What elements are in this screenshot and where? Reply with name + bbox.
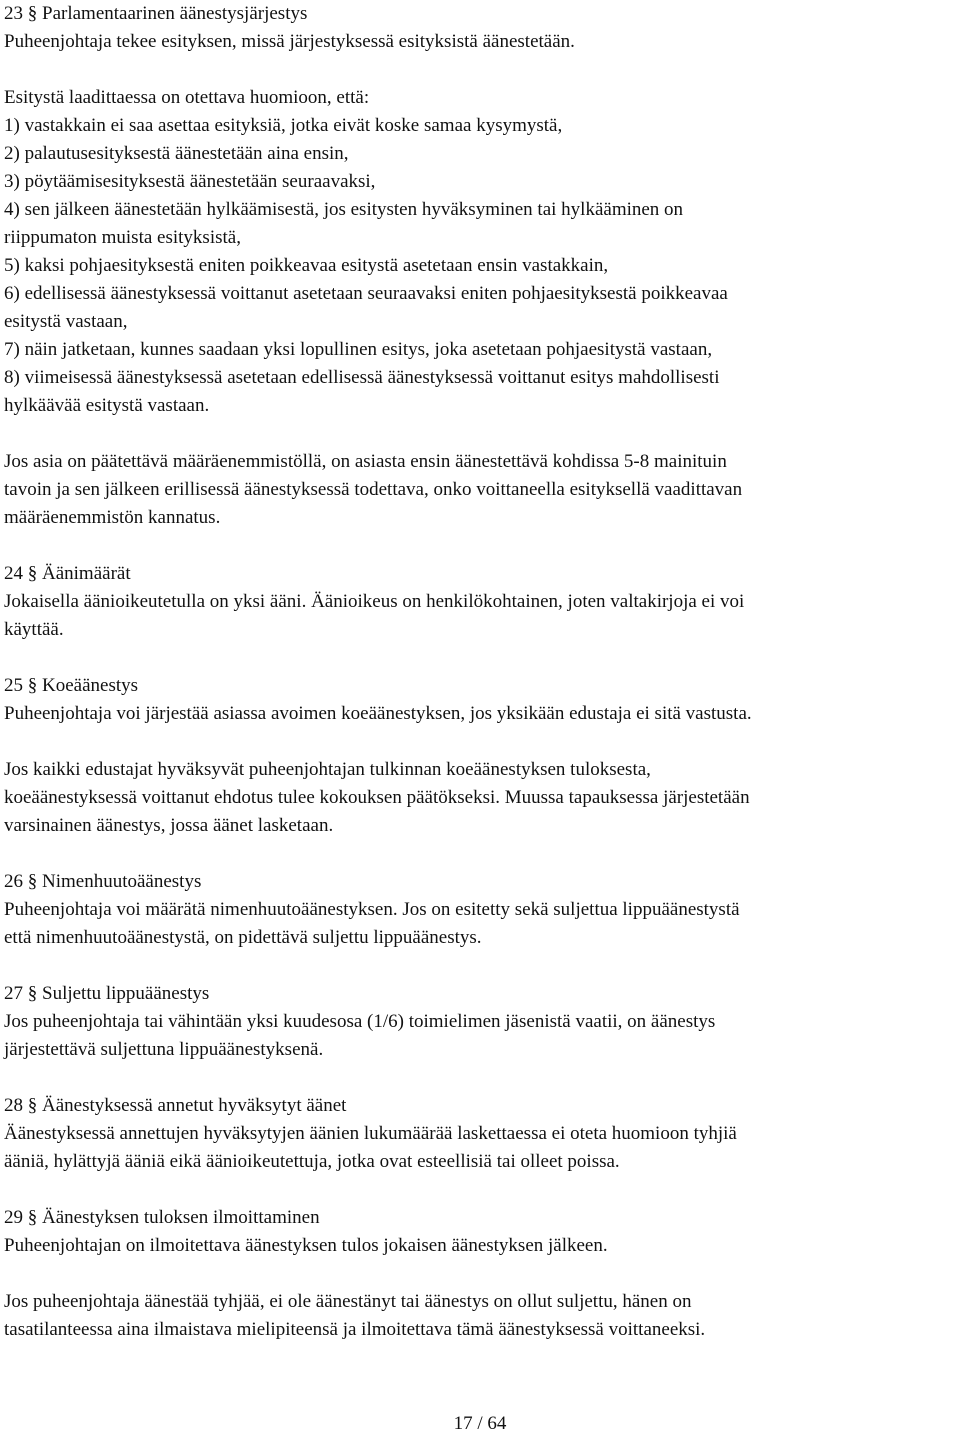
list-item: 3) pöytäämisesityksestä äänestetään seuraavaksi, [4,171,376,192]
list-item: 7) näin jatketaan, kunnes saadaan yksi lopullinen esitys, joka asetetaan pohjaesitystä vastaan, [4,339,713,360]
paragraph-line: Puheenjohtaja voi järjestää asiassa avoimen koeäänestyksen, jos yksikään edustaja ei sitä vastusta. [4,703,752,724]
page-number: 17 / 64 [453,1413,507,1434]
paragraph-line: Puheenjohtaja tekee esityksen, missä järjestyksessä esityksistä äänestetään. [4,31,575,52]
section-heading-28: 28 § Äänestyksessä annetut hyväksytyt äänet [4,1095,347,1116]
list-item: 8) viimeisessä äänestyksessä asetetaan edellisessä äänestyksessä voittanut esitys mahdollisesti [4,367,720,388]
section-heading-26: 26 § Nimenhuutoäänestys [4,871,202,892]
paragraph-line: koeäänestyksessä voittanut ehdotus tulee kokouksen päätökseksi. Muussa tapauksessa järjestetään [4,787,750,808]
paragraph-line: käyttää. [4,619,64,640]
paragraph-line: määräenemmistön kannatus. [4,507,221,528]
paragraph-line: Esitystä laadittaessa on otettava huomioon, että: [4,87,370,108]
paragraph-line: Äänestyksessä annettujen hyväksytyjen äänien lukumäärää laskettaessa ei oteta huomioon tyhjiä [4,1123,737,1144]
paragraph-line: järjestettävä suljettuna lippuäänestyksenä. [4,1039,324,1060]
paragraph-line: Jokaisella äänioikeutetulla on yksi ääni. Äänioikeus on henkilökohtainen, joten valtakirjoja ei voi [4,591,745,612]
paragraph-line: varsinainen äänestys, jossa äänet lasketaan. [4,815,334,836]
section-heading-27: 27 § Suljettu lippuäänestys [4,983,210,1004]
section-heading-25: 25 § Koeäänestys [4,675,139,696]
paragraph-line: Puheenjohtajan on ilmoitettava äänestyksen tulos jokaisen äänestyksen jälkeen. [4,1235,608,1256]
list-item-continued: esitystä vastaan, [4,311,128,332]
section-heading-24: 24 § Äänimäärät [4,563,131,584]
list-item: 6) edellisessä äänestyksessä voittanut asetetaan seuraavaksi eniten pohjaesityksestä poikkeavaa [4,283,728,304]
list-item-continued: riippumaton muista esityksistä, [4,227,241,248]
paragraph-line: Jos kaikki edustajat hyväksyvät puheenjohtajan tulkinnan koeäänestyksen tuloksesta, [4,759,651,780]
list-item: 5) kaksi pohjaesityksestä eniten poikkeavaa esitystä asetetaan ensin vastakkain, [4,255,609,276]
list-item: 2) palautusesityksestä äänestetään aina ensin, [4,143,349,164]
paragraph-line: että nimenhuutoäänestystä, on pidettävä suljettu lippuäänestys. [4,927,482,948]
section-heading-23: 23 § Parlamentaarinen äänestysjärjestys [4,3,308,24]
paragraph-line: Jos asia on päätettävä määräenemmistöllä, on asiasta ensin äänestettävä kohdissa 5-8 mainituin [4,451,727,472]
list-item-continued: hylkäävää esitystä vastaan. [4,395,210,416]
paragraph-line: Puheenjohtaja voi määrätä nimenhuutoäänestyksen. Jos on esitetty sekä suljettua lippuäänestystä [4,899,740,920]
paragraph-line: Jos puheenjohtaja äänestää tyhjää, ei ole äänestänyt tai äänestys on ollut suljettu, hänen on [4,1291,692,1312]
list-item: 4) sen jälkeen äänestetään hylkäämisestä, jos esitysten hyväksyminen tai hylkääminen on [4,199,684,220]
document-page [4,0,958,1344]
list-item: 1) vastakkain ei saa asettaa esityksiä, jotka eivät koske samaa kysymystä, [4,115,563,136]
paragraph-line: tavoin ja sen jälkeen erillisessä äänestyksessä todettava, onko voittaneella esityksellä vaadittavan [4,479,743,500]
paragraph-line: Jos puheenjohtaja tai vähintään yksi kuudesosa (1/6) toimielimen jäsenistä vaatii, on äänestys [4,1011,716,1032]
section-heading-29: 29 § Äänestyksen tuloksen ilmoittaminen [4,1207,320,1228]
paragraph-line: tasatilanteessa aina ilmaistava mielipiteensä ja ilmoitettava tämä äänestyksessä voittaneeksi. [4,1319,706,1340]
paragraph-line: ääniä, hylättyjä ääniä eikä äänioikeutettuja, jotka ovat esteellisiä tai olleet poissa. [4,1151,620,1172]
